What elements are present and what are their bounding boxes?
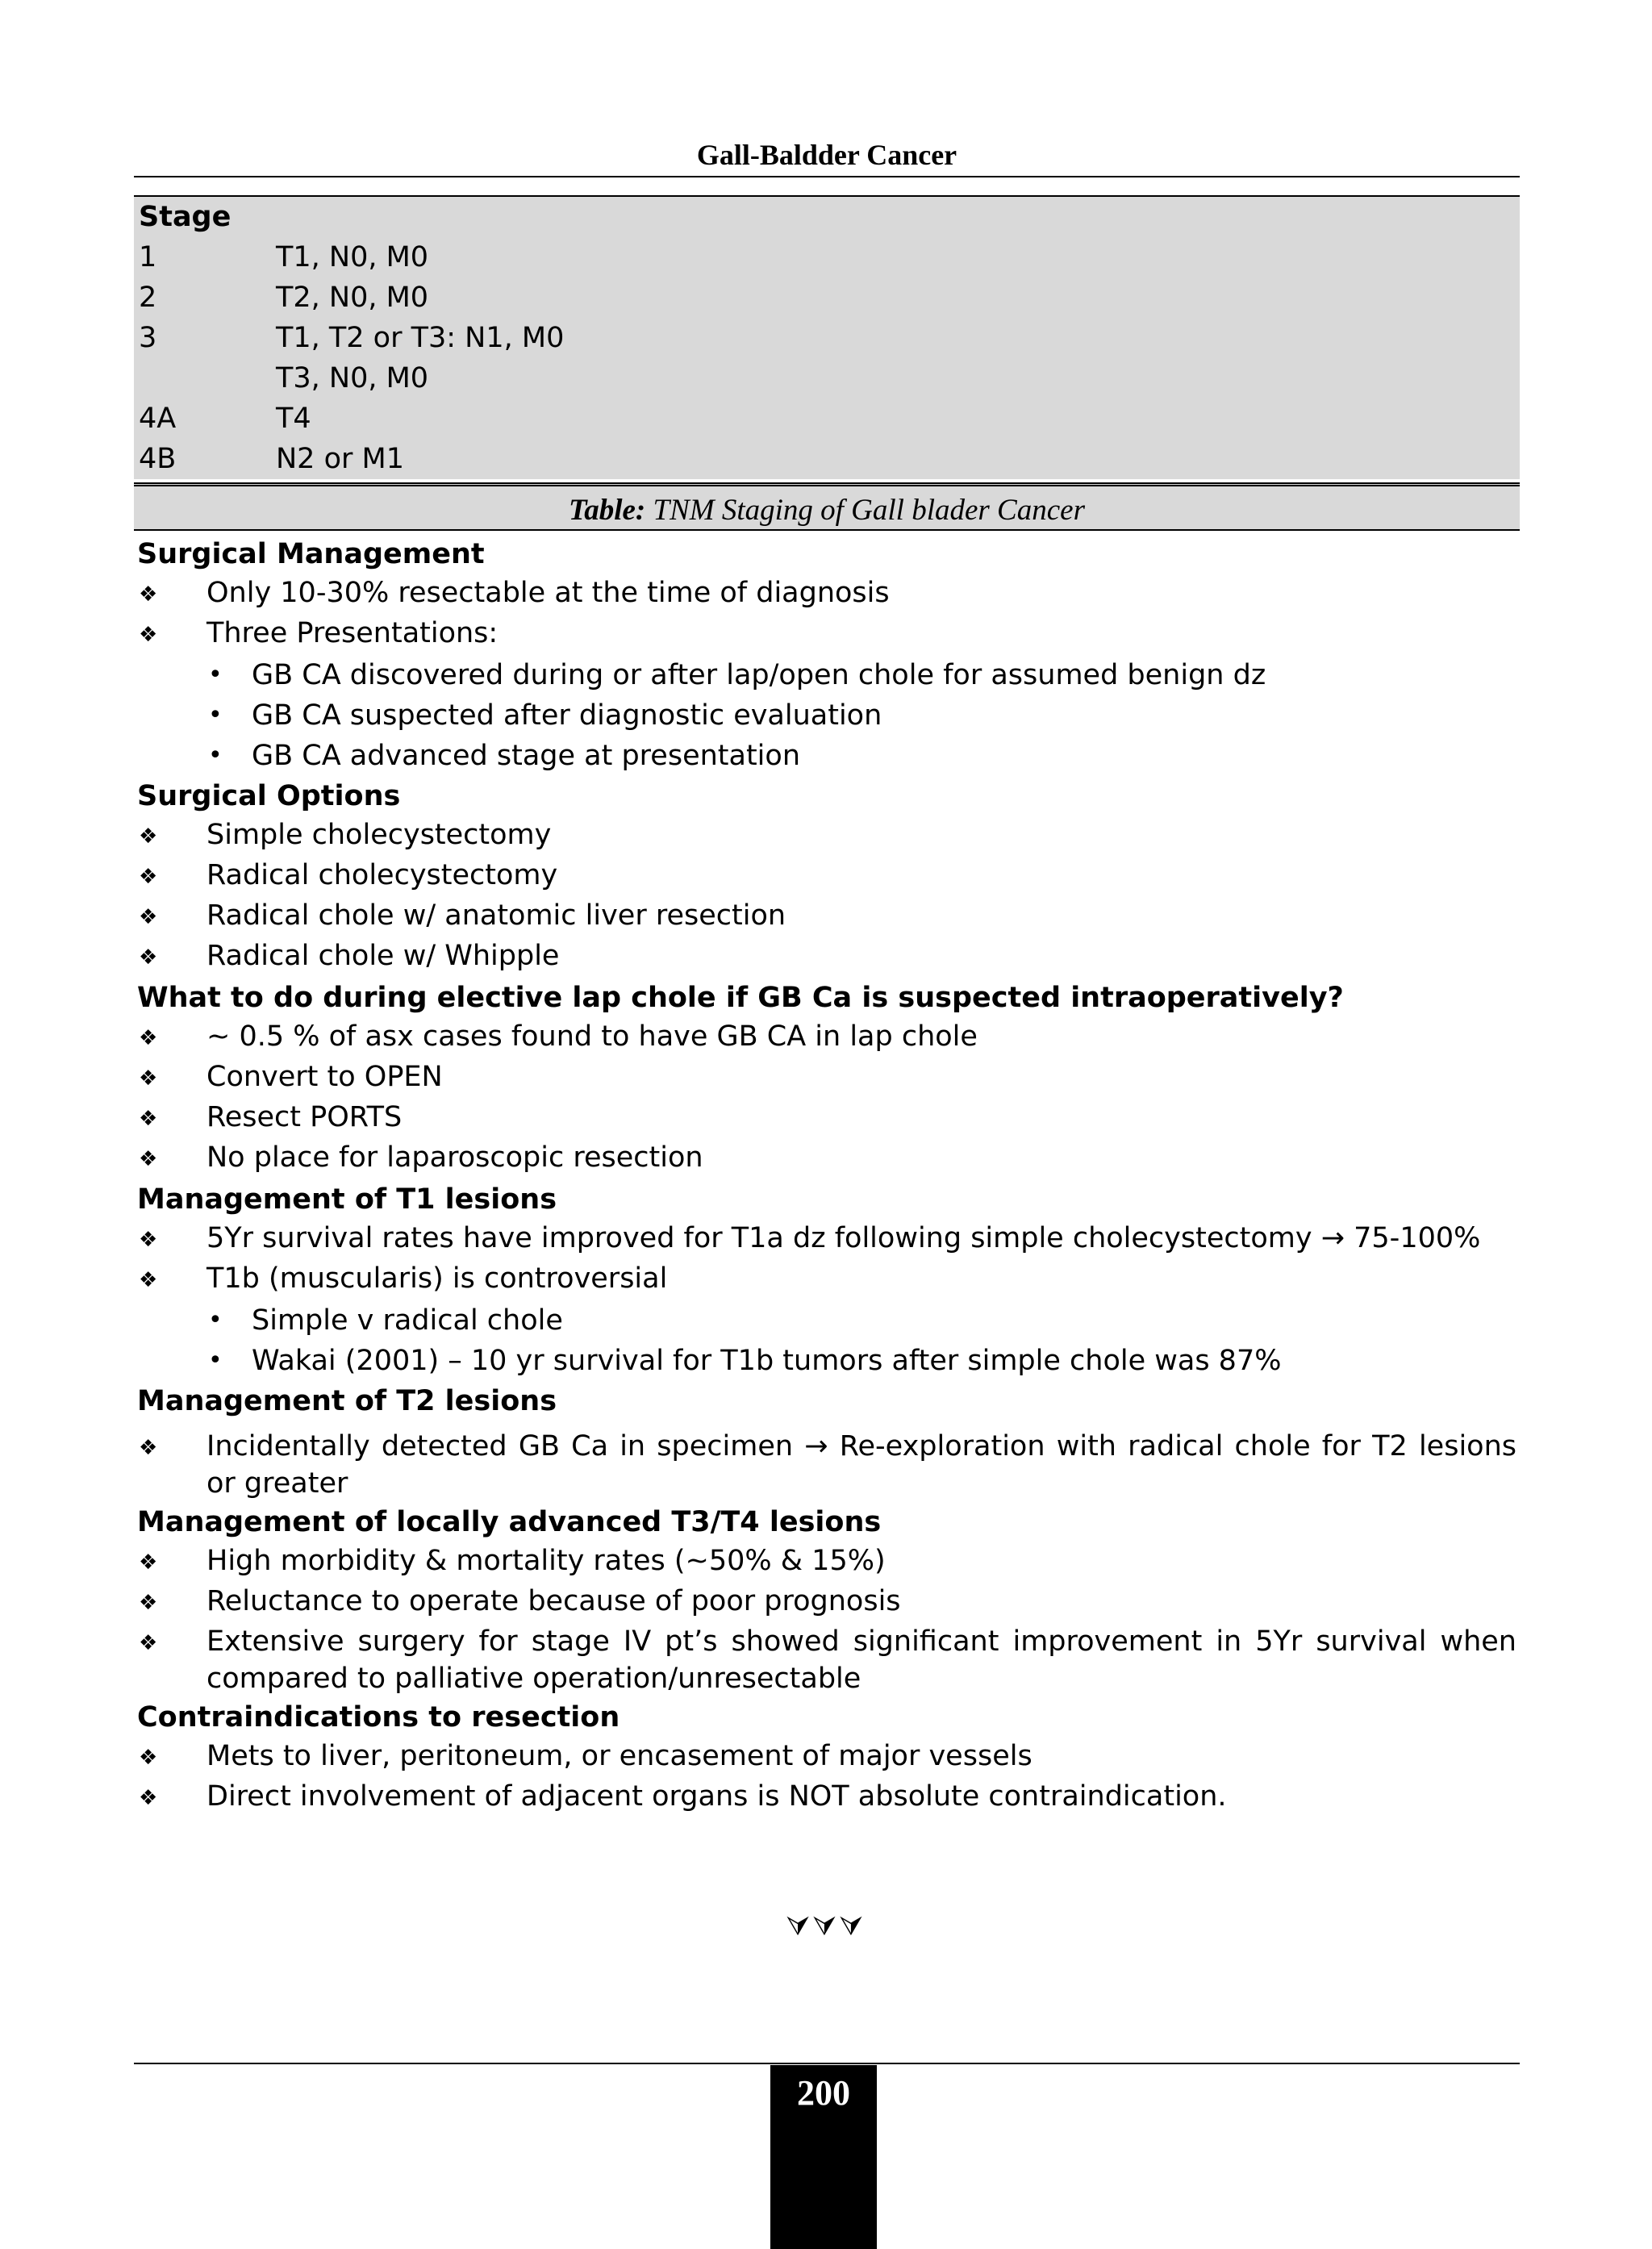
list-item: ❖ ~ 0.5 % of asx cases found to have GB CA in lap chole <box>137 1018 1516 1058</box>
diamond-bullet-icon: ❖ <box>139 905 158 929</box>
diamond-bullet-icon: ❖ <box>139 1147 158 1171</box>
dot-bullet-icon: • <box>208 1306 223 1334</box>
diamond-bullet-icon: ❖ <box>139 1107 158 1131</box>
list-item: ❖ Direct involvement of adjacent organs is NOT absolute contraindication. <box>137 1778 1516 1818</box>
dot-bullet-icon: • <box>208 701 223 729</box>
diamond-bullet-icon: ❖ <box>139 1550 158 1575</box>
sub-list-item: • Wakai (2001) – 10 yr survival for T1b tumors after simple chole was 87% <box>137 1341 1516 1381</box>
sub-list-item: • GB CA advanced stage at presentation <box>137 736 1516 776</box>
diamond-bullet-icon: ❖ <box>139 1436 158 1460</box>
list-item: ❖ Only 10-30% resectable at the time of diagnosis <box>137 574 1516 615</box>
stage-value: T3, N0, M0 <box>276 362 429 394</box>
list-item: ❖ Radical chole w/ anatomic liver resection <box>137 897 1516 937</box>
footer-rule <box>134 2063 1520 2064</box>
diamond-bullet-icon: ❖ <box>139 945 158 970</box>
header-rule <box>134 176 1520 177</box>
dot-bullet-icon: • <box>208 741 223 770</box>
diamond-bullet-icon: ❖ <box>139 1631 158 1655</box>
stage-label: 2 <box>139 282 157 314</box>
diamond-bullet-icon: ❖ <box>139 1786 158 1810</box>
section-heading: Contraindications to resection <box>137 1701 620 1734</box>
caption-label: Table: <box>569 494 646 527</box>
list-item: ❖ No place for laparoscopic resection <box>137 1139 1516 1179</box>
list-item: ❖ Radical chole w/ Whipple <box>137 937 1516 978</box>
list-item: ❖ 5Yr survival rates have improved for T1a dz following simple cholecystectomy → 75-100% <box>137 1220 1516 1260</box>
section-heading: Management of T2 lesions <box>137 1385 557 1417</box>
section-end-ornament-icon: ⮛⮛⮛ <box>786 1910 866 1942</box>
section-heading: Management of T1 lesions <box>137 1183 557 1216</box>
list-item: ❖ Simple cholecystectomy <box>137 816 1516 857</box>
list-item: ❖ T1b (muscularis) is controversial <box>137 1260 1516 1300</box>
list-item: ❖ Reluctance to operate because of poor prognosis <box>137 1583 1516 1623</box>
list-item: ❖ Mets to liver, peritoneum, or encasement of major vessels <box>137 1738 1516 1778</box>
diamond-bullet-icon: ❖ <box>139 1746 158 1770</box>
stage-heading: Stage <box>139 201 232 233</box>
dot-bullet-icon: • <box>208 661 223 689</box>
diamond-bullet-icon: ❖ <box>139 1228 158 1252</box>
tnm-staging-table <box>134 195 1520 479</box>
list-item: ❖ Radical cholecystectomy <box>137 857 1516 897</box>
page-number-tab <box>770 2065 877 2249</box>
table-caption <box>134 482 1520 531</box>
stage-label: 4B <box>139 443 177 475</box>
section-heading: Surgical Management <box>137 538 485 570</box>
diamond-bullet-icon: ❖ <box>139 1268 158 1292</box>
section-heading: Surgical Options <box>137 780 401 812</box>
sub-list-item: • Simple v radical chole <box>137 1300 1516 1341</box>
running-header: Gall-Baldder Cancer <box>696 139 957 171</box>
spacer <box>137 1421 1516 1428</box>
list-item: ❖ High morbidity & mortality rates (~50% & 15%) <box>137 1542 1516 1583</box>
diamond-bullet-icon: ❖ <box>139 865 158 889</box>
list-item: ❖ Three Presentations: <box>137 615 1516 655</box>
stage-label: 3 <box>139 322 157 354</box>
section-heading: Management of locally advanced T3/T4 lesions <box>137 1506 882 1538</box>
list-item: ❖ Resect PORTS <box>137 1099 1516 1139</box>
diamond-bullet-icon: ❖ <box>139 1591 158 1615</box>
diamond-bullet-icon: ❖ <box>139 582 158 607</box>
page-number: 200 <box>797 2073 850 2113</box>
stage-value: T1, T2 or T3: N1, M0 <box>276 322 565 354</box>
diamond-bullet-icon: ❖ <box>139 824 158 849</box>
list-item: ❖ Incidentally detected GB Ca in specimen → Re-exploration with radical chole for T2 lesions or greater <box>139 1430 1516 1500</box>
list-item: ❖ Extensive surgery for stage IV pt’s showed significant improvement in 5Yr survival when compared to palliative operation/unresectable <box>139 1625 1516 1695</box>
sub-list-item: • GB CA suspected after diagnostic evaluation <box>137 695 1516 736</box>
list-item: ❖ Convert to OPEN <box>137 1058 1516 1099</box>
dot-bullet-icon: • <box>208 1346 223 1375</box>
caption-text: TNM Staging of Gall blader Cancer <box>645 494 1085 527</box>
diamond-bullet-icon: ❖ <box>139 1026 158 1050</box>
stage-value: N2 or M1 <box>276 443 404 475</box>
stage-value: T2, N0, M0 <box>276 282 429 314</box>
stage-label: 4A <box>139 403 177 435</box>
diamond-bullet-icon: ❖ <box>139 1066 158 1091</box>
stage-label: 1 <box>139 241 157 273</box>
diamond-bullet-icon: ❖ <box>139 623 158 647</box>
body-content <box>137 534 1516 1818</box>
sub-list-item: • GB CA discovered during or after lap/open chole for assumed benign dz <box>137 655 1516 695</box>
stage-value: T1, N0, M0 <box>276 241 429 273</box>
section-heading: What to do during elective lap chole if GB Ca is suspected intraoperatively? <box>137 982 1344 1014</box>
stage-value: T4 <box>276 403 311 435</box>
